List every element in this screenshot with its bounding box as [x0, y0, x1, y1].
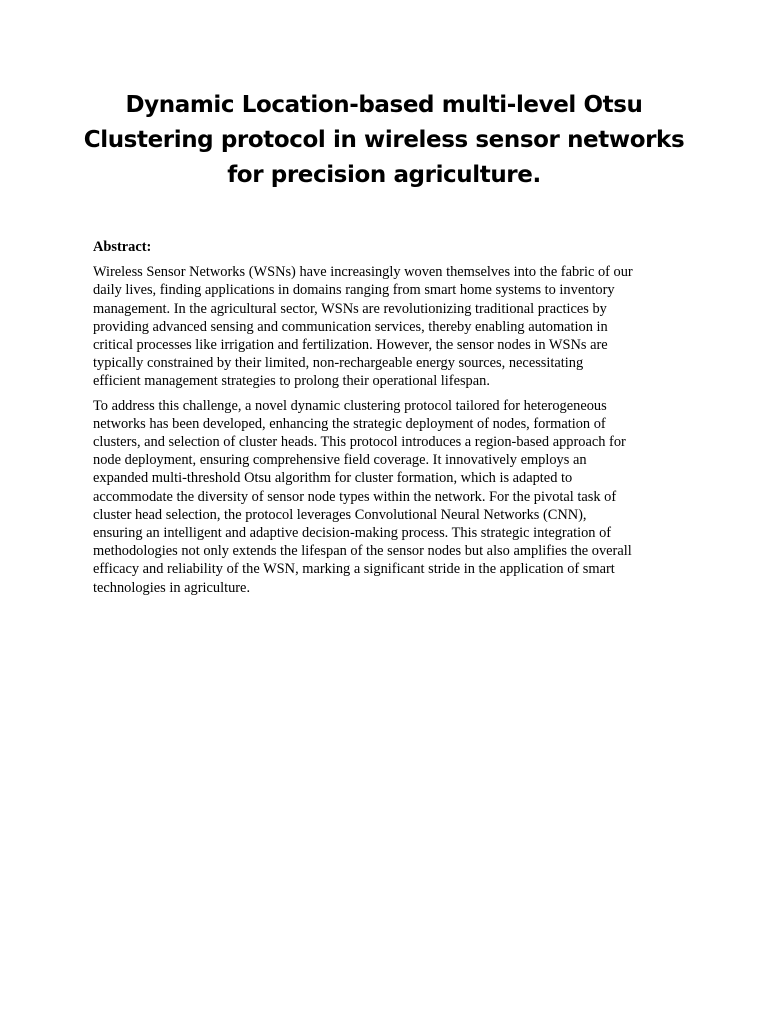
text-line: accommodate the diversity of sensor node types within the network. For the pivotal task of — [93, 488, 617, 505]
text-line: critical processes like irrigation and fertilization. However, the sensor nodes in WSNs are — [93, 337, 608, 354]
text-line: cluster head selection, the protocol leverages Convolutional Neural Networks (CNN), — [93, 506, 587, 523]
abstract-paragraph-2 — [93, 397, 678, 597]
text-line: technologies in agriculture. — [93, 579, 251, 596]
abstract-heading: Abstract: — [93, 239, 152, 255]
text-line: expanded multi-threshold Otsu algorithm for cluster formation, which is adapted to — [93, 470, 573, 487]
title-line: Clustering protocol in wireless sensor networks — [83, 127, 685, 153]
text-line: ensuring an intelligent and adaptive decision-making process. This strategic integration of — [93, 525, 612, 542]
text-line: efficacy and reliability of the WSN, marking a significant stride in the application of smart — [93, 561, 615, 578]
abstract-paragraph-1 — [93, 263, 678, 390]
abstract-section — [93, 238, 678, 603]
text-line: management. In the agricultural sector, WSNs are revolutionizing traditional practices by — [93, 300, 607, 317]
text-line: clusters, and selection of cluster heads. This protocol introduces a region-based approach for — [93, 434, 626, 451]
text-line: daily lives, finding applications in domains ranging from smart home systems to inventory — [93, 282, 615, 299]
title-line: Dynamic Location-based multi-level Otsu — [125, 92, 643, 118]
paper-title — [80, 88, 688, 193]
text-line: networks has been developed, enhancing the strategic deployment of nodes, formation of — [93, 415, 606, 432]
text-line: efficient management strategies to prolong their operational lifespan. — [93, 373, 490, 390]
text-line: methodologies not only extends the lifespan of the sensor nodes but also amplifies the overall — [93, 543, 632, 560]
text-line: Wireless Sensor Networks (WSNs) have increasingly woven themselves into the fabric of our — [93, 264, 633, 281]
title-line: for precision agriculture. — [227, 162, 541, 188]
text-line: providing advanced sensing and communication services, thereby enabling automation in — [93, 318, 608, 335]
text-line: To address this challenge, a novel dynamic clustering protocol tailored for heterogeneous — [93, 397, 607, 414]
text-line: typically constrained by their limited, non-rechargeable energy sources, necessitating — [93, 355, 584, 372]
text-line: node deployment, ensuring comprehensive field coverage. It innovatively employs an — [93, 452, 587, 469]
